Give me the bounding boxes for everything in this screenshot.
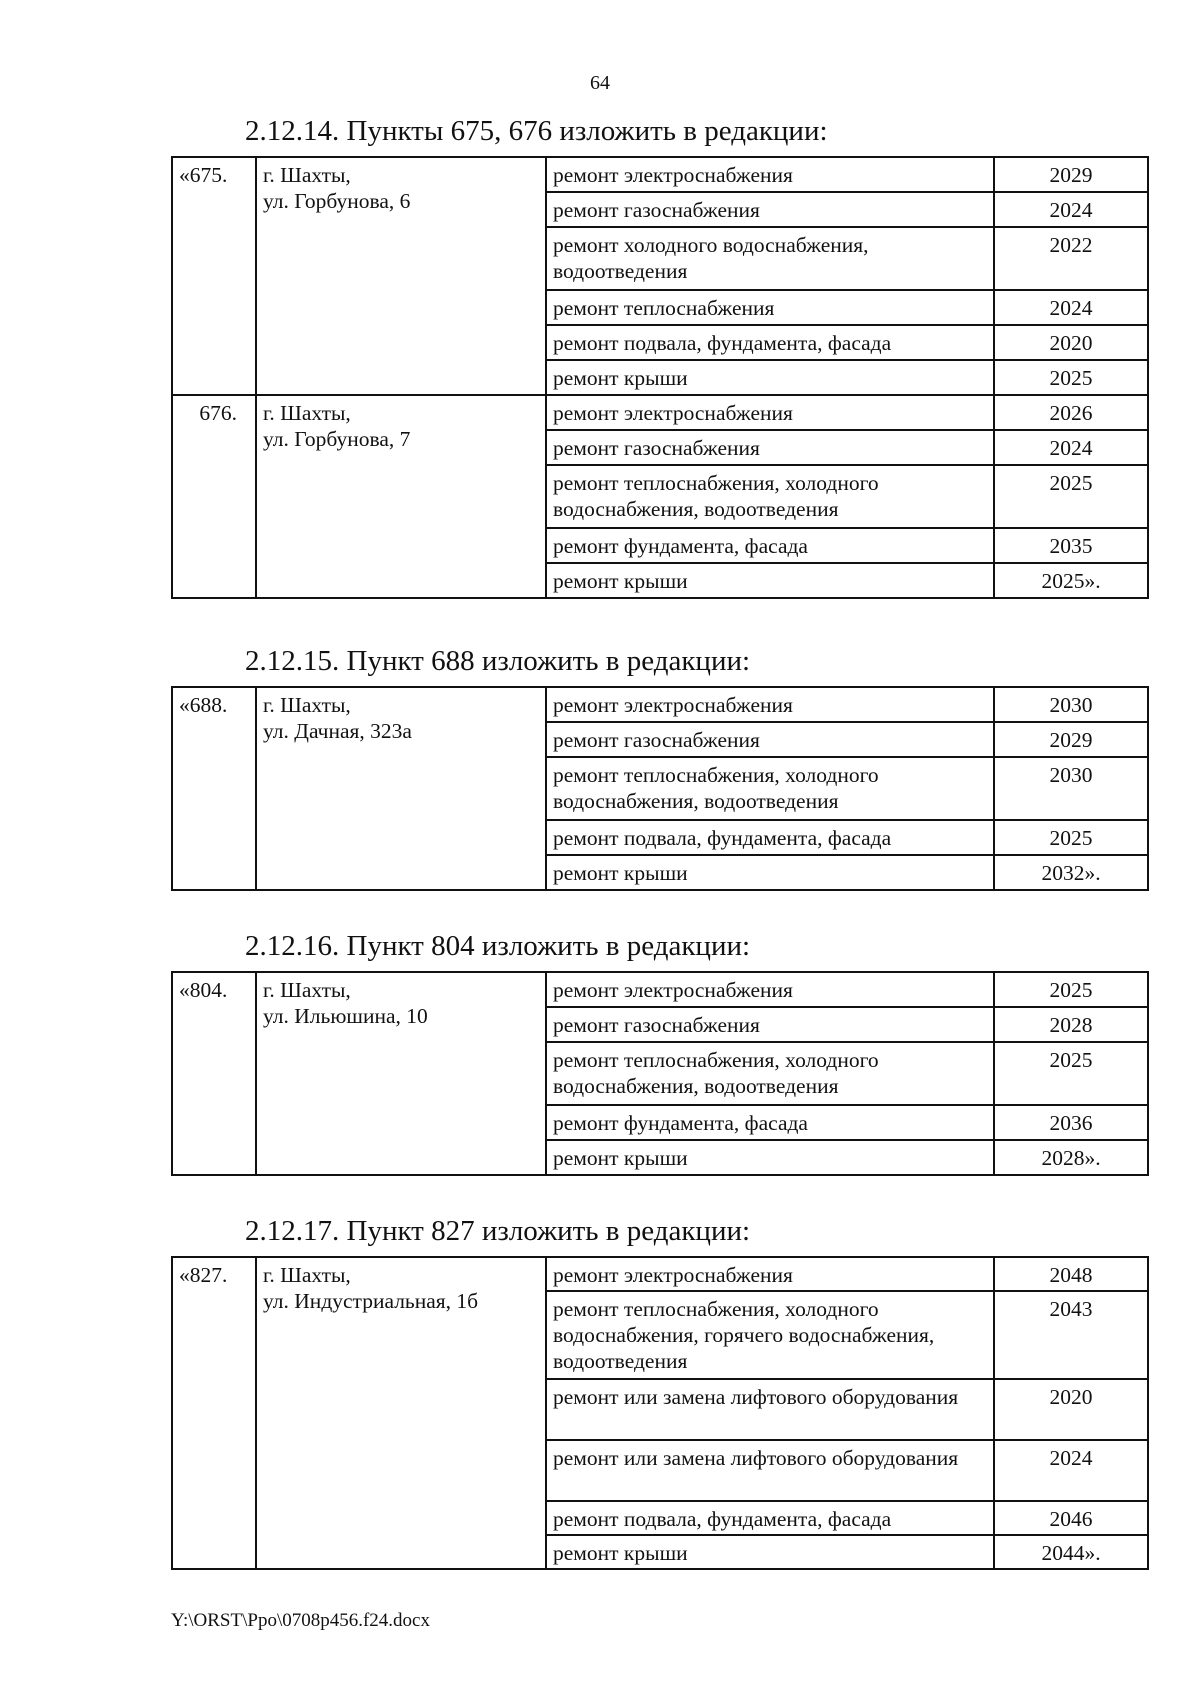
work-year: 2030	[994, 687, 1148, 722]
items-table	[171, 1256, 1149, 1570]
work-year: 2025».	[994, 563, 1148, 598]
address-street: ул. Горбунова, 7	[263, 427, 411, 451]
work-name: ремонт газоснабжения	[546, 430, 994, 465]
section-2-12-16	[171, 929, 1147, 1176]
items-table	[171, 971, 1149, 1176]
work-year: 2020	[994, 325, 1148, 360]
address-street: ул. Горбунова, 6	[263, 189, 411, 213]
work-year: 2043	[994, 1291, 1148, 1379]
work-year: 2025	[994, 360, 1148, 395]
work-year: 2029	[994, 722, 1148, 757]
work-year: 2044».	[994, 1535, 1148, 1569]
work-name: ремонт газоснабжения	[546, 1007, 994, 1042]
work-year: 2046	[994, 1501, 1148, 1535]
table-row	[172, 157, 1148, 192]
item-number: «827.	[172, 1257, 256, 1569]
work-name: ремонт или замена лифтового оборудования	[546, 1379, 994, 1440]
work-year: 2048	[994, 1257, 1148, 1291]
work-year: 2024	[994, 430, 1148, 465]
items-table	[171, 686, 1149, 891]
work-name: ремонт крыши	[546, 563, 994, 598]
work-name: ремонт подвала, фундамента, фасада	[546, 820, 994, 855]
work-name: ремонт крыши	[546, 360, 994, 395]
work-year: 2022	[994, 227, 1148, 290]
address-city: г. Шахты,	[263, 401, 351, 425]
table-row	[172, 972, 1148, 1007]
work-year: 2025	[994, 465, 1148, 528]
address-city: г. Шахты,	[263, 978, 351, 1002]
work-name: ремонт подвала, фундамента, фасада	[546, 1501, 994, 1535]
table-row	[172, 1257, 1148, 1291]
footer-file-path: Y:\ORST\Ppo\0708p456.f24.docx	[171, 1610, 430, 1631]
page-number: 64	[590, 72, 610, 94]
work-name: ремонт холодного водоснабжения, водоотведения	[546, 227, 994, 290]
work-year: 2024	[994, 192, 1148, 227]
work-year: 2035	[994, 528, 1148, 563]
section-heading: 2.12.16. Пункт 804 изложить в редакции:	[245, 930, 751, 962]
work-year: 2030	[994, 757, 1148, 820]
item-number: «804.	[172, 972, 256, 1175]
work-name: ремонт газоснабжения	[546, 192, 994, 227]
work-year: 2024	[994, 290, 1148, 325]
work-name: ремонт теплоснабжения	[546, 290, 994, 325]
work-name: ремонт теплоснабжения, холодного водоснабжения, водоотведения	[546, 757, 994, 820]
address-cell	[256, 1257, 546, 1569]
work-year: 2025	[994, 820, 1148, 855]
address-cell	[256, 157, 546, 395]
address-cell	[256, 395, 546, 598]
work-name: ремонт крыши	[546, 855, 994, 890]
work-name: ремонт электроснабжения	[546, 157, 994, 192]
work-year: 2029	[994, 157, 1148, 192]
item-number: 676.	[172, 395, 256, 598]
address-cell	[256, 687, 546, 890]
section-2-12-14	[171, 114, 1147, 599]
address-street: ул. Ильюшина, 10	[263, 1004, 428, 1028]
work-name: ремонт крыши	[546, 1535, 994, 1569]
table-row	[172, 395, 1148, 430]
work-name: ремонт газоснабжения	[546, 722, 994, 757]
item-number: «675.	[172, 157, 256, 395]
section-2-12-17	[171, 1214, 1147, 1570]
section-2-12-15	[171, 644, 1147, 891]
work-name: ремонт фундамента, фасада	[546, 528, 994, 563]
table-row	[172, 687, 1148, 722]
work-year: 2028».	[994, 1140, 1148, 1175]
work-name: ремонт фундамента, фасада	[546, 1105, 994, 1140]
section-heading: 2.12.15. Пункт 688 изложить в редакции:	[245, 645, 751, 677]
work-name: ремонт электроснабжения	[546, 1257, 994, 1291]
work-name: ремонт подвала, фундамента, фасада	[546, 325, 994, 360]
work-name: ремонт крыши	[546, 1140, 994, 1175]
address-cell	[256, 972, 546, 1175]
work-name: ремонт электроснабжения	[546, 972, 994, 1007]
address-city: г. Шахты,	[263, 1263, 351, 1287]
work-name: ремонт электроснабжения	[546, 395, 994, 430]
address-street: ул. Дачная, 323а	[263, 719, 412, 743]
work-year: 2025	[994, 1042, 1148, 1105]
work-year: 2020	[994, 1379, 1148, 1440]
section-heading: 2.12.14. Пункты 675, 676 изложить в редакции:	[245, 115, 828, 147]
work-name: ремонт теплоснабжения, холодного водоснабжения, водоотведения	[546, 465, 994, 528]
address-city: г. Шахты,	[263, 163, 351, 187]
work-name: ремонт электроснабжения	[546, 687, 994, 722]
items-table	[171, 156, 1149, 599]
item-number: «688.	[172, 687, 256, 890]
work-year: 2024	[994, 1440, 1148, 1501]
address-street: ул. Индустриальная, 1б	[263, 1289, 479, 1313]
address-city: г. Шахты,	[263, 693, 351, 717]
work-year: 2025	[994, 972, 1148, 1007]
work-year: 2032».	[994, 855, 1148, 890]
work-name: ремонт или замена лифтового оборудования	[546, 1440, 994, 1501]
work-year: 2028	[994, 1007, 1148, 1042]
work-name: ремонт теплоснабжения, холодного водоснабжения, горячего водоснабжения, водоотведения	[546, 1291, 994, 1379]
work-year: 2036	[994, 1105, 1148, 1140]
section-heading: 2.12.17. Пункт 827 изложить в редакции:	[245, 1215, 751, 1247]
work-year: 2026	[994, 395, 1148, 430]
work-name: ремонт теплоснабжения, холодного водоснабжения, водоотведения	[546, 1042, 994, 1105]
